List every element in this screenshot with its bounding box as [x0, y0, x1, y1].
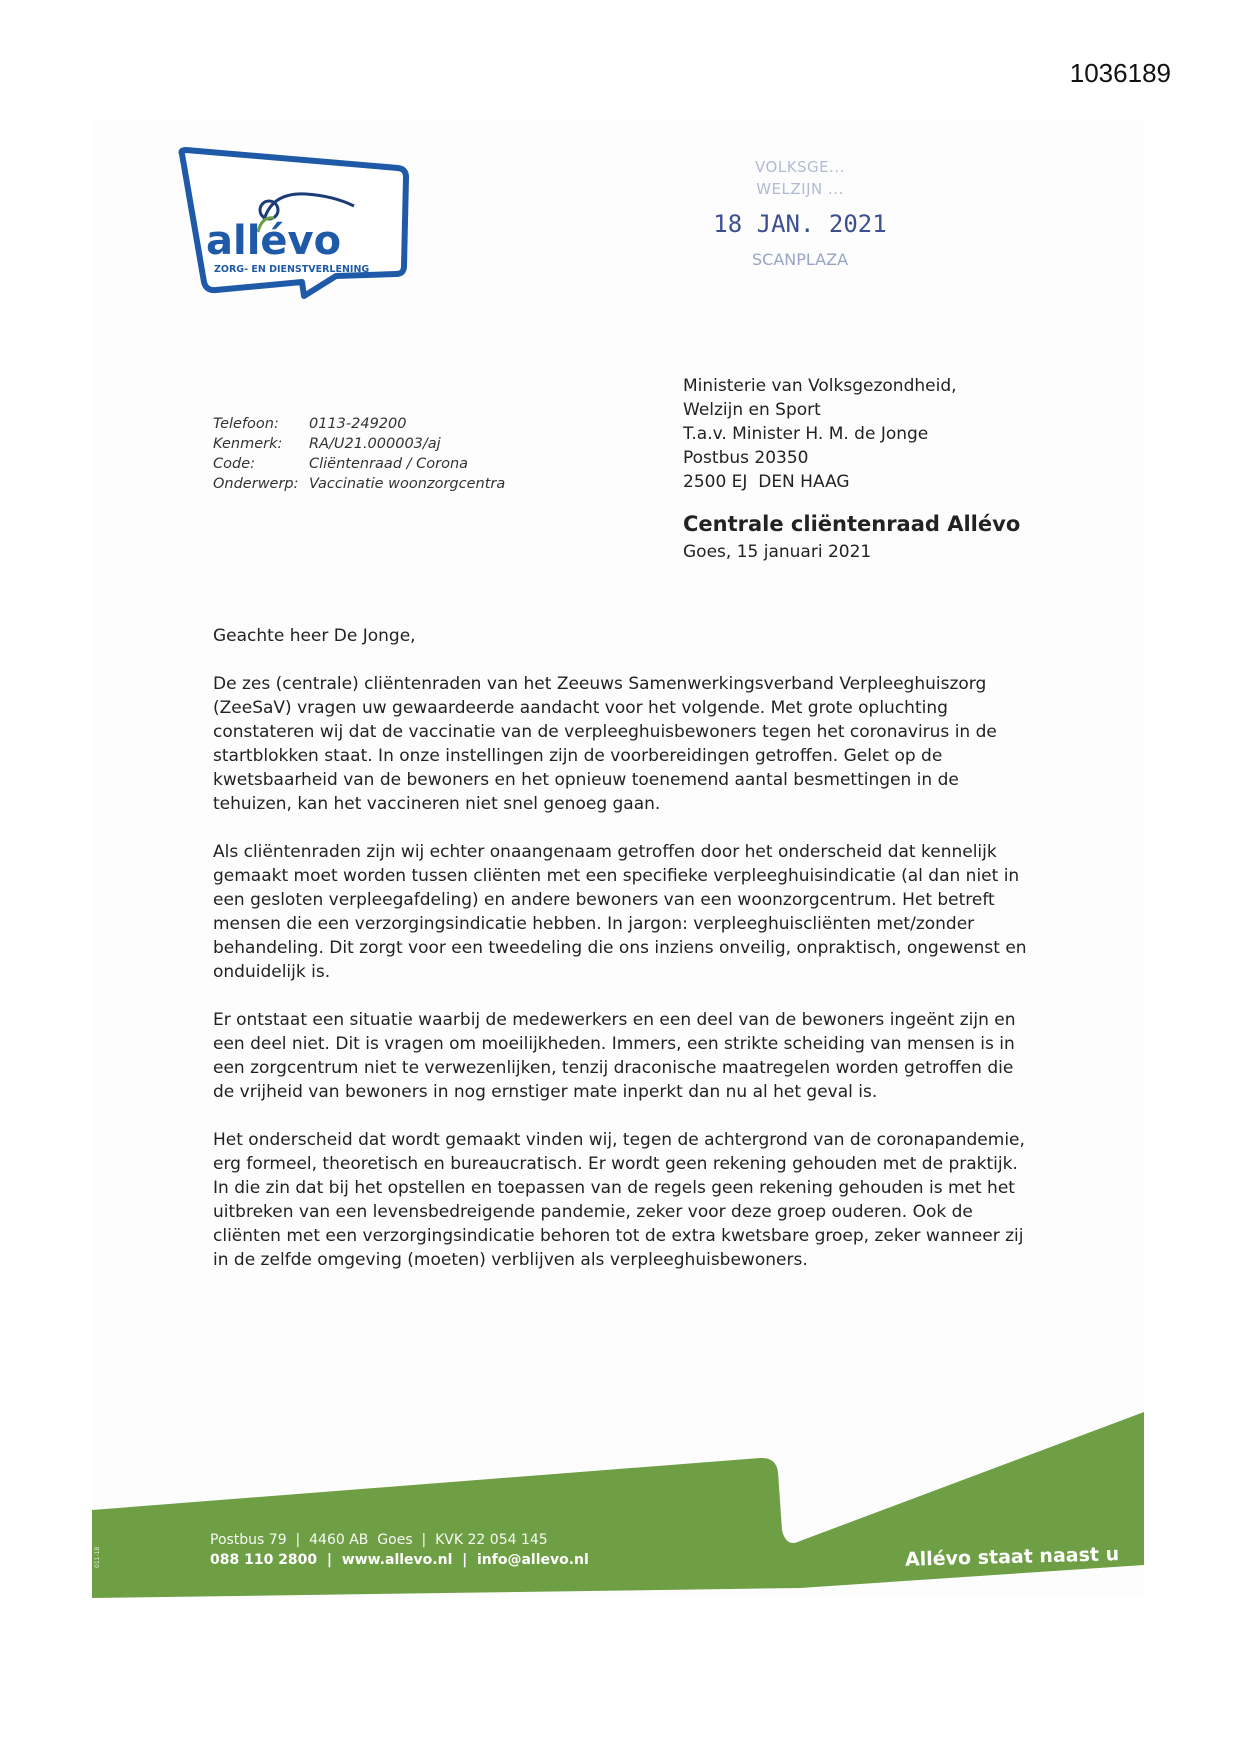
footer-contact-details: 088 110 2800 | www.allevo.nl | info@allevo.nl: [210, 1552, 589, 1568]
greeting: Geachte heer De Jonge,: [213, 626, 416, 646]
stamp-date: 18 JAN. 2021: [713, 210, 887, 238]
paragraph: Als cliëntenraden zijn wij echter onaangenaam getroffen door het onderscheid dat kennelijk gemaakt moet worden tussen cliënten met een specifieke verpleeghuisindicatie (al dan niet in een gesloten verpleegafdeling) en andere bewoners van een woonzorgcentrum. Het betreft mensen die een verzorgingsindicatie hebben. In jargon: verpleeghuiscliënten met/zonder behandeling. Dit zorgt voor een tweedeling die ons inziens onveilig, onpraktisch, ongewenst en onduidelijk is.: [213, 842, 1027, 982]
footer-contact: [210, 1532, 589, 1568]
address-line: Ministerie van Volksgezondheid,: [683, 376, 957, 396]
sender-name: Centrale cliëntenraad Allévo: [683, 512, 1021, 536]
meta-key: Kenmerk:: [213, 436, 283, 452]
paragraph: Het onderscheid dat wordt gemaakt vinden wij, tegen de achtergrond van de coronapandemie, erg formeel, theoretisch en bureaucratisch. Er wordt geen rekening gehouden met de praktijk. In die zin dat bij het opstellen en toepassen van de regels geen rekening gehouden is met het uitbreken van een levensbedreigende pandemie, zeker voor deze groep ouderen. Ook de cliënten met een verzorgingsindicatie behoren tot de extra kwetsbare groep, zeker wanneer zij in de zelfde omgeving (moeten) verblijven als verpleeghuisbewoners.: [213, 1130, 1025, 1270]
stamp-line-3: SCANPLAZA: [751, 250, 849, 269]
address-line: Postbus 20350: [683, 448, 809, 468]
place-date: Goes, 15 januari 2021: [683, 542, 872, 562]
logo-wordmark: allévo: [206, 218, 342, 264]
footer-slogan: Allévo staat naast u: [904, 1543, 1120, 1571]
stamp-line-2: WELZIJN ...: [756, 180, 844, 198]
address-line: 2500 EJ DEN HAAG: [683, 472, 850, 492]
meta-key: Onderwerp:: [213, 476, 299, 492]
stamp-line-1: VOLKSGE...: [755, 158, 845, 176]
logo-tagline: ZORG- EN DIENSTVERLENING: [214, 264, 370, 275]
address-line: T.a.v. Minister H. M. de Jonge: [683, 424, 929, 444]
meta-key: Telefoon:: [213, 416, 279, 432]
paragraph: Er ontstaat een situatie waarbij de medewerkers en een deel van de bewoners ingeënt zijn en een deel niet. Dit is vragen om moeilijkheden. Immers, een strikte scheiding van mensen is in een zorgcentrum niet te verwezenlijken, tenzij draconische maatregelen worden getroffen die de vrijheid van bewoners in nog ernstiger mate inperkt dan nu al het geval is.: [213, 1010, 1016, 1102]
document-id: 1036189: [1069, 58, 1171, 88]
meta-value: Vaccinatie woonzorgcentra: [309, 476, 506, 492]
meta-key: Code:: [213, 456, 256, 472]
footer-address: Postbus 79 | 4460 AB Goes | KVK 22 054 145: [210, 1532, 548, 1548]
meta-value: Cliëntenraad / Corona: [309, 456, 469, 472]
meta-value: 0113-249200: [309, 416, 407, 432]
footer-form-code: 011-18: [94, 1546, 101, 1568]
address-line: Welzijn en Sport: [683, 400, 821, 420]
meta-value: RA/U21.000003/aj: [309, 436, 441, 452]
paragraph: De zes (centrale) cliëntenraden van het Zeeuws Samenwerkingsverband Verpleeghuiszorg (ZeeSaV) vragen uw gewaardeerde aandacht voor het volgende. Met grote opluchting constateren wij dat de vaccinatie van de verpleeghuisbewoners tegen het coronavirus in de startblokken staat. In onze instellingen zijn de voorbereidingen getroffen. Gelet op de kwetsbaarheid van de bewoners en het opnieuw toenemend aantal besmettingen in de tehuizen, kan het vaccineren niet snel genoeg gaan.: [213, 674, 997, 814]
